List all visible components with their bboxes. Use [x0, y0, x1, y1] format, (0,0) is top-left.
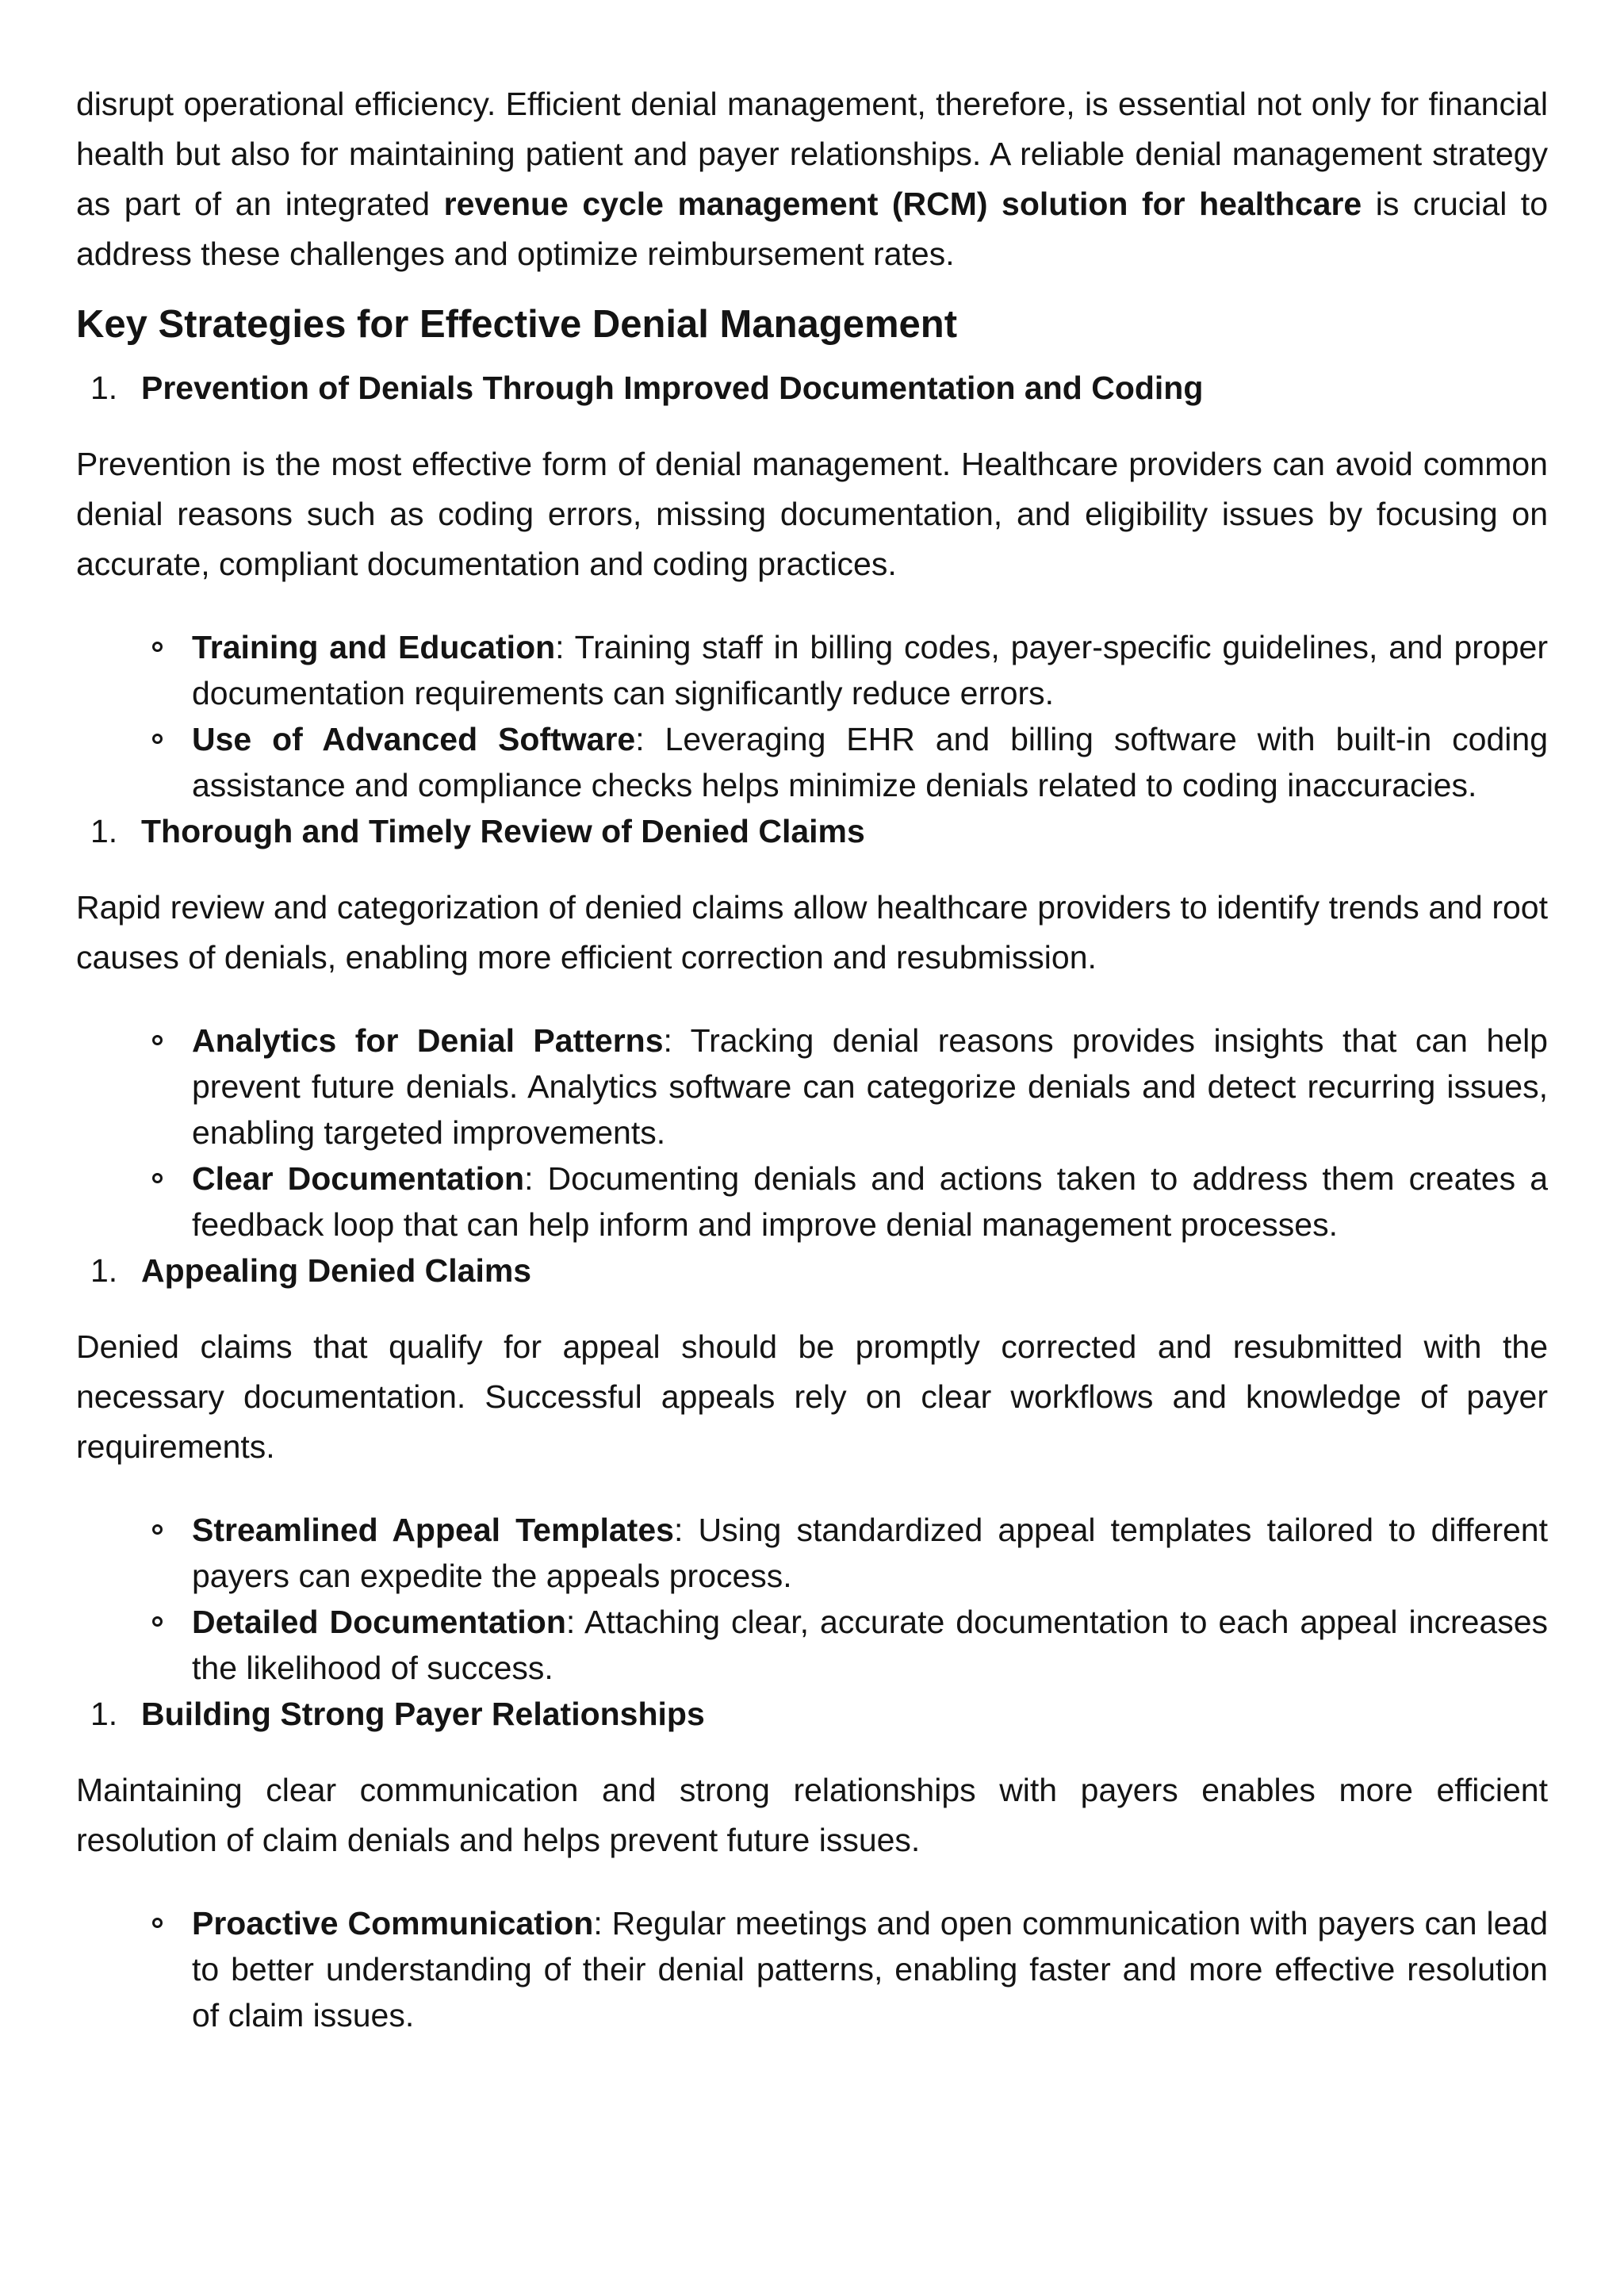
- bullet-list: [76, 1900, 1548, 2038]
- circle-bullet-icon: [152, 1035, 163, 1045]
- item-title: Thorough and Timely Review of Denied Claims: [141, 813, 865, 849]
- list-item: [76, 1156, 1548, 1248]
- bullet-text: : Attaching clear, accurate documentation to each appeal increases the likelihood of success.: [192, 1604, 1548, 1686]
- list-item: [76, 1507, 1548, 1599]
- item-title: Appealing Denied Claims: [141, 1252, 532, 1289]
- list-item: [76, 1018, 1548, 1156]
- bullet-list: [76, 624, 1548, 808]
- section-body: Denied claims that qualify for appeal should be promptly corrected and resubmitted with the necessary documentation. Successful appeals rely on clear workflows and knowledge of payer requirements.: [76, 1328, 1548, 1465]
- intro-text-end: is crucial to address these challenges and optimize reimbursement rates.: [76, 186, 1548, 272]
- list-item: [76, 1599, 1548, 1691]
- bullet-term: Clear Documentation: [192, 1160, 525, 1197]
- bullet-text: : Training staff in billing codes, payer-specific guidelines, and proper documentation requirements can significantly reduce errors.: [192, 629, 1548, 711]
- section-body: Rapid review and categorization of denied claims allow healthcare providers to identify trends and root causes of denials, enabling more efficient correction and resubmission.: [76, 889, 1548, 976]
- list-item: [76, 624, 1548, 716]
- section-body: Prevention is the most effective form of denial management. Healthcare providers can avoid common denial reasons such as coding errors, missing documentation, and eligibility issues by focusing on accurate, compliant documentation and coding practices.: [76, 446, 1548, 582]
- bullet-term: Proactive Communication: [192, 1905, 594, 1941]
- numbered-item-1: [76, 365, 1548, 411]
- item-number: 1.: [90, 1252, 118, 1289]
- bullet-text: : Leveraging EHR and billing software with built-in coding assistance and compliance checks helps minimize denials related to coding inaccuracies.: [192, 721, 1549, 803]
- intro-paragraph: [76, 79, 1548, 279]
- circle-bullet-icon: [152, 642, 163, 652]
- numbered-item-4: [76, 1691, 1548, 1737]
- bullet-text: : Regular meetings and open communication with payers can lead to better understanding of their denial patterns, enabling faster and more effective resolution of claim issues.: [192, 1905, 1548, 2033]
- numbered-item-3: [76, 1248, 1548, 1294]
- intro-bold-link: revenue cycle management (RCM) solution for healthcare: [443, 186, 1362, 222]
- bullet-list: [76, 1507, 1548, 1691]
- list-item: [76, 1900, 1548, 2038]
- item-title: Building Strong Payer Relationships: [141, 1696, 705, 1732]
- item-number: 1.: [90, 1696, 118, 1732]
- list-item: [76, 716, 1548, 808]
- bullet-term: Use of Advanced Software: [192, 721, 636, 757]
- item-title: Prevention of Denials Through Improved Documentation and Coding: [141, 370, 1204, 406]
- intro-text: disrupt operational efficiency. Efficient denial management, therefore, is essential not only for financial health but also for maintaining patient and payer relationships. A reliable denial management strategy as part of an integrated: [76, 86, 1548, 222]
- bullet-text: : Documenting denials and actions taken to address them creates a feedback loop that can help inform and improve denial management processes.: [192, 1160, 1549, 1243]
- bullet-term: Training and Education: [192, 629, 556, 665]
- numbered-item-2: [76, 808, 1548, 854]
- item-number: 1.: [90, 370, 118, 406]
- circle-bullet-icon: [152, 734, 163, 744]
- circle-bullet-icon: [152, 1616, 163, 1627]
- bullet-list: [76, 1018, 1548, 1248]
- section-body: Maintaining clear communication and strong relationships with payers enables more efficient resolution of claim denials and helps prevent future issues.: [76, 1772, 1548, 1858]
- bullet-text: : Tracking denial reasons provides insights that can help prevent future denials. Analytics software can categorize denials and detect recurring issues, enabling targeted improvements.: [192, 1022, 1548, 1151]
- bullet-term: Detailed Documentation: [192, 1604, 566, 1640]
- bullet-term: Streamlined Appeal Templates: [192, 1512, 674, 1548]
- circle-bullet-icon: [152, 1918, 163, 1928]
- circle-bullet-icon: [152, 1524, 163, 1535]
- bullet-text: : Using standardized appeal templates tailored to different payers can expedite the appeals process.: [192, 1512, 1548, 1594]
- bullet-term: Analytics for Denial Patterns: [192, 1022, 664, 1059]
- circle-bullet-icon: [152, 1173, 163, 1183]
- item-number: 1.: [90, 813, 118, 849]
- section-heading: Key Strategies for Effective Denial Management: [76, 303, 958, 346]
